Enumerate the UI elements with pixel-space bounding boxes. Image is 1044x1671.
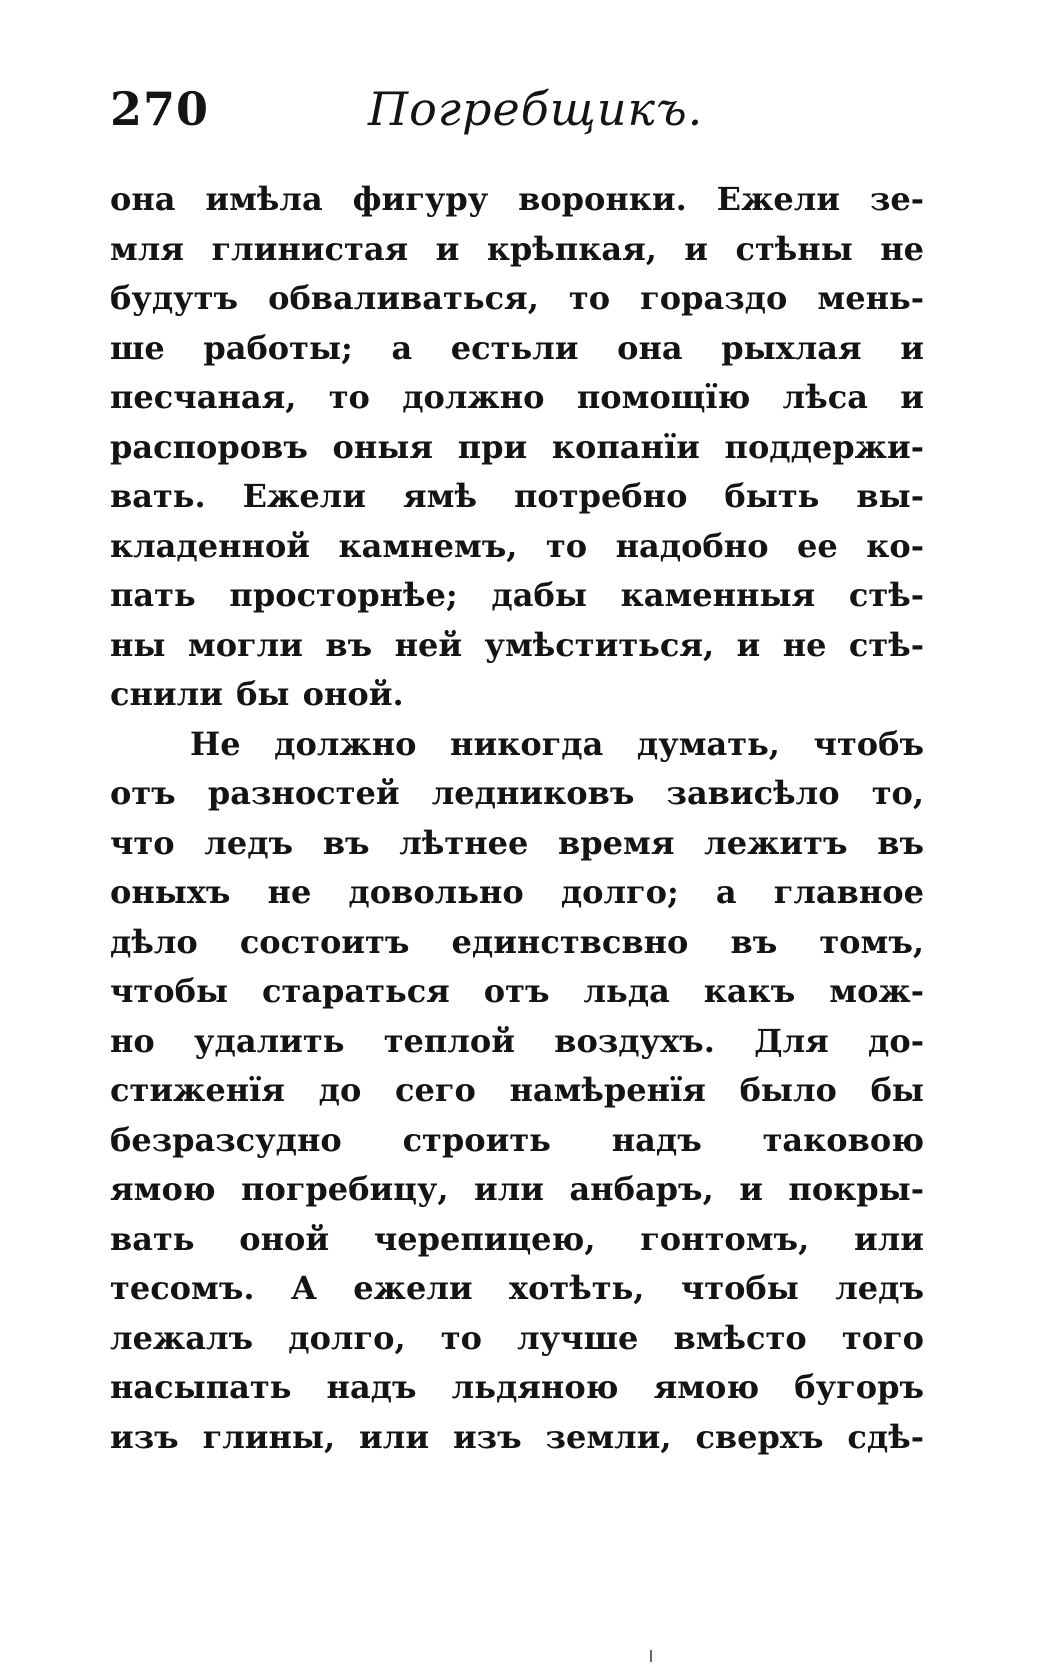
text-line: пать просторнѣе; дабы каменныя стѣ- — [110, 576, 924, 614]
body-text — [110, 175, 924, 1462]
text-line: она имѣла фигуру воронки. Ежели зе- — [110, 180, 924, 218]
text-line: ямою погребицу, или анбаръ, и покры- — [110, 1170, 924, 1208]
running-head: Погребщикъ. — [368, 82, 704, 136]
text-line: кладенной камнемъ, то надобно ее ко- — [110, 526, 924, 565]
page-number: 270 — [110, 82, 210, 136]
text-line: дѣло состоитъ единствсвно въ томъ, — [110, 922, 924, 961]
text-line: снили бы оной. — [110, 675, 404, 713]
scan-mark — [650, 1650, 652, 1662]
text-line: стиженїя до сего намѣренїя было бы — [110, 1071, 924, 1109]
text-line: чтобы стараться отъ льда какъ мож- — [110, 972, 924, 1010]
text-line: песчаная, то должно помощїю лѣса и — [110, 378, 924, 416]
text-line: изъ глины, или изъ земли, сверхъ сдѣ- — [110, 1417, 924, 1456]
text-line: будутъ обваливаться, то гораздо мень- — [110, 279, 924, 317]
text-line: ше работы; а естьли она рыхлая и — [110, 328, 924, 367]
page-header — [110, 82, 930, 152]
text-line: ны могли въ ней умѣститься, и не стѣ- — [110, 625, 924, 664]
text-line: вать. Ежели ямѣ потребно быть вы- — [110, 477, 924, 515]
text-line: лежалъ долго, то лучше вмѣсто того — [110, 1318, 924, 1357]
text-line: вать оной черепицею, гонтомъ, или — [110, 1219, 924, 1258]
text-line: но удалить теплой воздухъ. Для до- — [110, 1021, 924, 1060]
text-line: мля глинистая и крѣпкая, и стѣны не — [110, 229, 924, 268]
text-line: оныхъ не довольно долго; а главное — [110, 873, 924, 911]
text-line: отъ разностей ледниковъ зависѣло то, — [110, 774, 924, 812]
text-line: что ледъ въ лѣтнее время лежитъ въ — [110, 823, 924, 862]
text-line: насыпать надъ льдяною ямою бугоръ — [110, 1368, 924, 1406]
text-line: распоровъ оныя при копанїи поддержи- — [110, 427, 924, 466]
text-line: тесомъ. А ежели хотѣть, чтобы ледъ — [110, 1269, 924, 1307]
text-line: безразсудно строить надъ таковою — [110, 1120, 924, 1159]
text-line: Не должно никогда думать, чтобъ — [190, 724, 924, 763]
